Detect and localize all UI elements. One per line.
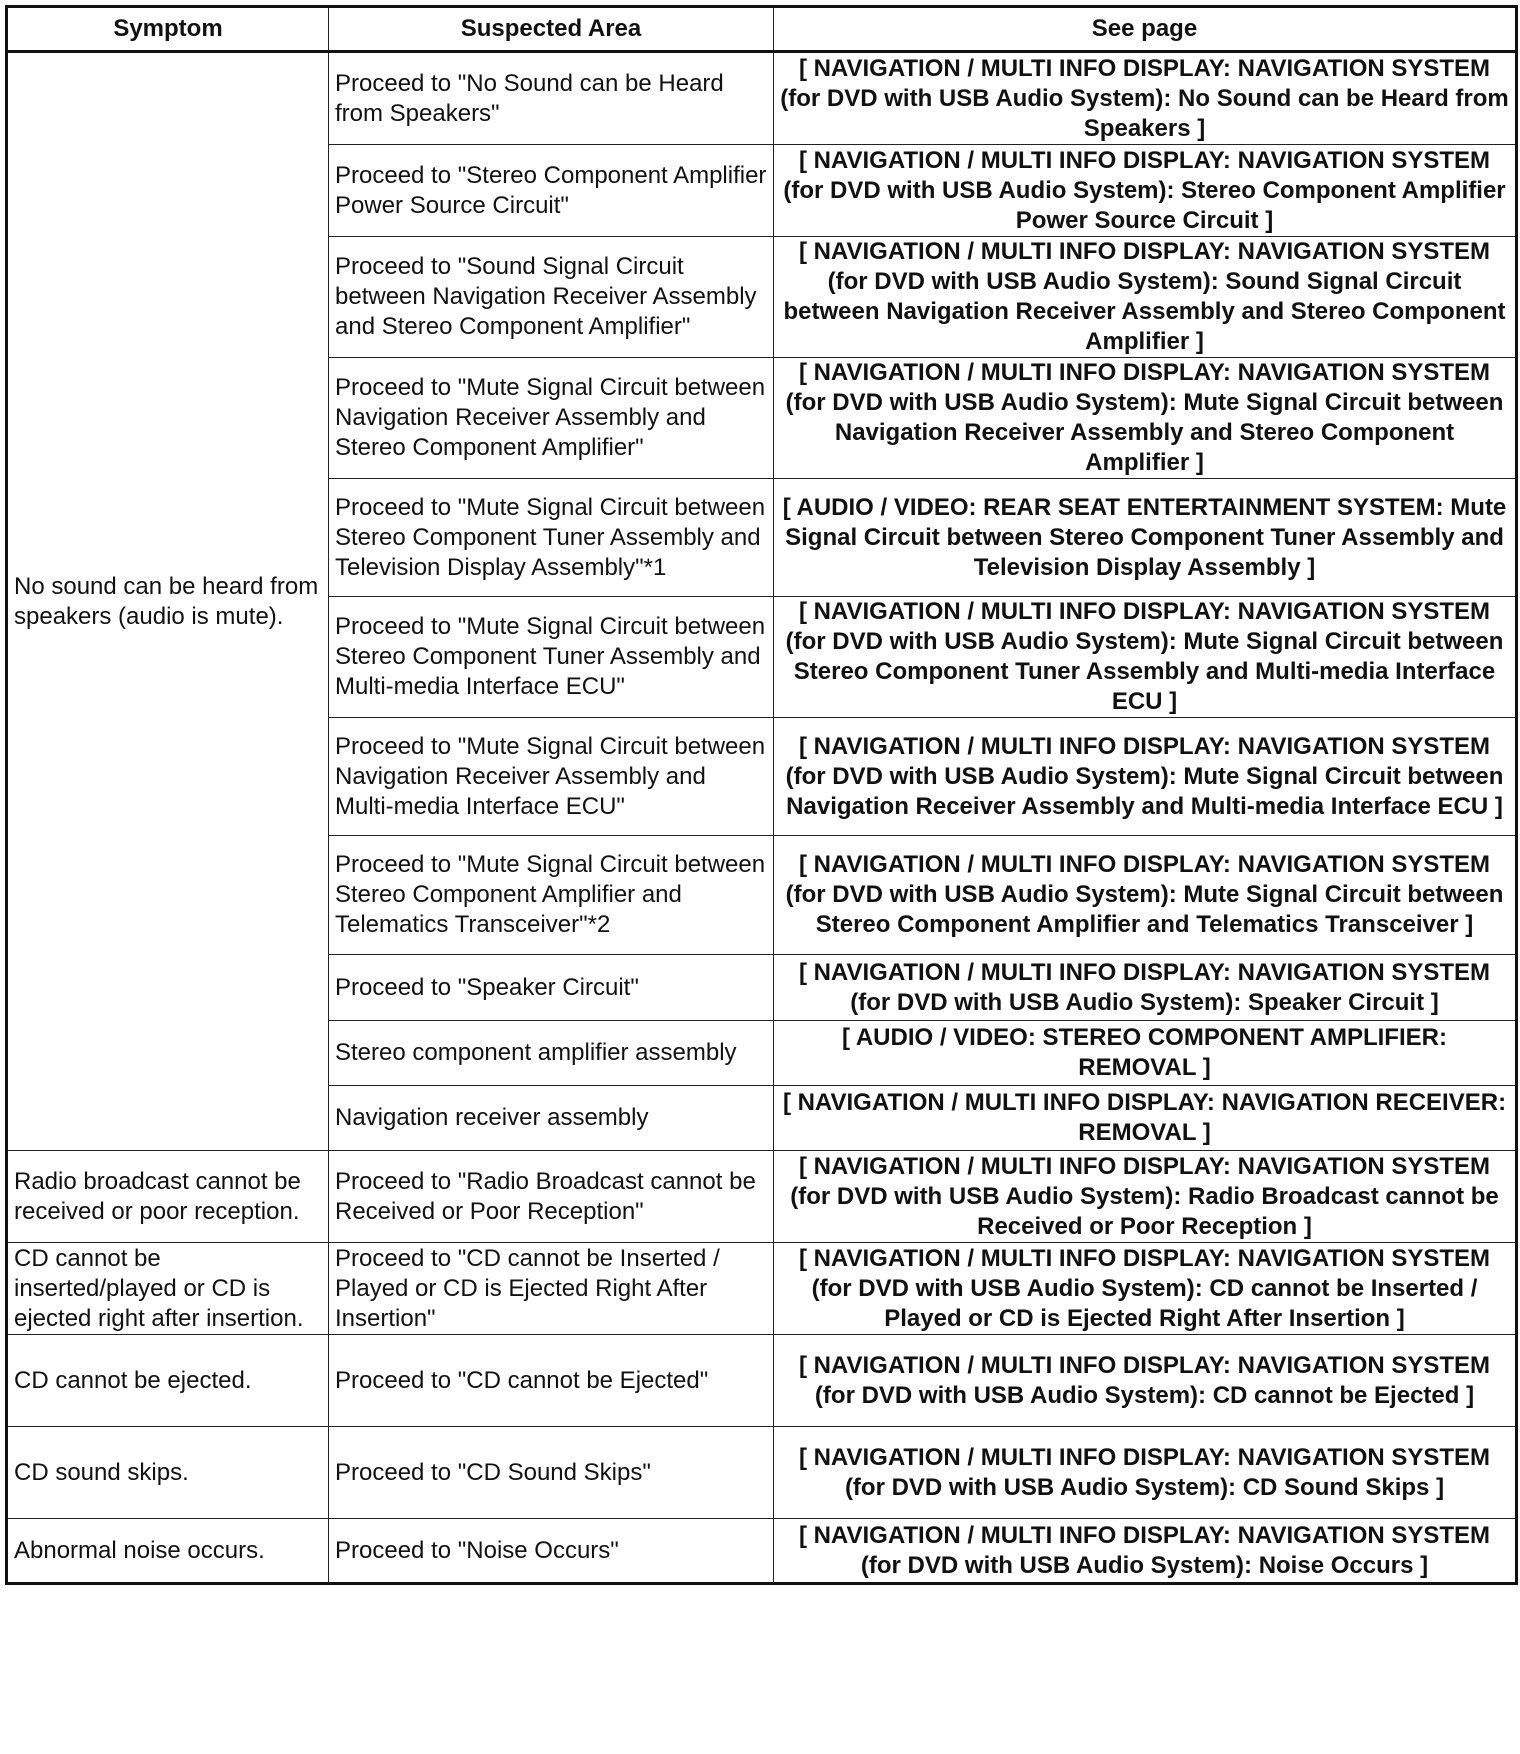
suspected-area-cell: Proceed to "Mute Signal Circuit between Stereo Component Amplifier and Telematics Transceiver"*2 — [329, 836, 774, 955]
see-page-link[interactable]: [ NAVIGATION / MULTI INFO DISPLAY: NAVIGATION SYSTEM (for DVD with USB Audio System): Noise Occurs ] — [774, 1519, 1517, 1584]
suspected-area-cell: Proceed to "Mute Signal Circuit between Stereo Component Tuner Assembly and Multi-media Interface ECU" — [329, 597, 774, 718]
problem-symptoms-table-sheet — [5, 5, 1518, 1585]
suspected-area-cell: Proceed to "CD Sound Skips" — [329, 1427, 774, 1519]
see-page-link[interactable]: [ AUDIO / VIDEO: STEREO COMPONENT AMPLIFIER: REMOVAL ] — [774, 1021, 1517, 1086]
suspected-area-cell: Proceed to "No Sound can be Heard from Speakers" — [329, 52, 774, 145]
suspected-area-cell: Proceed to "Mute Signal Circuit between Stereo Component Tuner Assembly and Television Display Assembly"*1 — [329, 479, 774, 597]
see-page-link[interactable]: [ NAVIGATION / MULTI INFO DISPLAY: NAVIGATION SYSTEM (for DVD with USB Audio System): CD cannot be Inserted / Played or CD is Ejected Right After Insertion ] — [774, 1243, 1517, 1335]
see-page-link[interactable]: [ NAVIGATION / MULTI INFO DISPLAY: NAVIGATION SYSTEM (for DVD with USB Audio System): Stereo Component Amplifier Power Source Circuit ] — [774, 145, 1517, 237]
suspected-area-cell: Proceed to "Sound Signal Circuit between Navigation Receiver Assembly and Stereo Component Amplifier" — [329, 237, 774, 358]
see-page-link[interactable]: [ NAVIGATION / MULTI INFO DISPLAY: NAVIGATION SYSTEM (for DVD with USB Audio System): Mute Signal Circuit between Navigation Receiver Assembly and Stereo Component Amplifier ] — [774, 358, 1517, 479]
see-page-link[interactable]: [ NAVIGATION / MULTI INFO DISPLAY: NAVIGATION SYSTEM (for DVD with USB Audio System): Speaker Circuit ] — [774, 955, 1517, 1021]
table-row — [7, 1335, 1517, 1427]
see-page-link[interactable]: [ AUDIO / VIDEO: REAR SEAT ENTERTAINMENT SYSTEM: Mute Signal Circuit between Stereo Component Tuner Assembly and Television Display Assembly ] — [774, 479, 1517, 597]
see-page-link[interactable]: [ NAVIGATION / MULTI INFO DISPLAY: NAVIGATION SYSTEM (for DVD with USB Audio System): CD cannot be Ejected ] — [774, 1335, 1517, 1427]
see-page-link[interactable]: [ NAVIGATION / MULTI INFO DISPLAY: NAVIGATION RECEIVER: REMOVAL ] — [774, 1086, 1517, 1151]
header-symptom: Symptom — [7, 7, 329, 52]
see-page-link[interactable]: [ NAVIGATION / MULTI INFO DISPLAY: NAVIGATION SYSTEM (for DVD with USB Audio System): Mute Signal Circuit between Navigation Receiver Assembly and Multi-media Interface ECU ] — [774, 718, 1517, 836]
symptom-cell: CD cannot be ejected. — [7, 1335, 329, 1427]
symptom-cell: CD sound skips. — [7, 1427, 329, 1519]
problem-symptoms-table — [5, 5, 1518, 1585]
symptom-cell: Abnormal noise occurs. — [7, 1519, 329, 1584]
header-suspected-area: Suspected Area — [329, 7, 774, 52]
suspected-area-cell: Proceed to "Speaker Circuit" — [329, 955, 774, 1021]
table-row — [7, 1427, 1517, 1519]
table-row — [7, 1151, 1517, 1243]
symptom-cell: Radio broadcast cannot be received or poor reception. — [7, 1151, 329, 1243]
suspected-area-cell: Proceed to "Mute Signal Circuit between Navigation Receiver Assembly and Multi-media Interface ECU" — [329, 718, 774, 836]
suspected-area-cell: Proceed to "Mute Signal Circuit between Navigation Receiver Assembly and Stereo Component Amplifier" — [329, 358, 774, 479]
see-page-link[interactable]: [ NAVIGATION / MULTI INFO DISPLAY: NAVIGATION SYSTEM (for DVD with USB Audio System): Radio Broadcast cannot be Received or Poor Reception ] — [774, 1151, 1517, 1243]
see-page-link[interactable]: [ NAVIGATION / MULTI INFO DISPLAY: NAVIGATION SYSTEM (for DVD with USB Audio System): Sound Signal Circuit between Navigation Receiver Assembly and Stereo Component Amplifier ] — [774, 237, 1517, 358]
see-page-link[interactable]: [ NAVIGATION / MULTI INFO DISPLAY: NAVIGATION SYSTEM (for DVD with USB Audio System): Mute Signal Circuit between Stereo Component Tuner Assembly and Multi-media Interface ECU ] — [774, 597, 1517, 718]
suspected-area-cell: Proceed to "Radio Broadcast cannot be Received or Poor Reception" — [329, 1151, 774, 1243]
see-page-link[interactable]: [ NAVIGATION / MULTI INFO DISPLAY: NAVIGATION SYSTEM (for DVD with USB Audio System): CD Sound Skips ] — [774, 1427, 1517, 1519]
suspected-area-cell: Proceed to "Noise Occurs" — [329, 1519, 774, 1584]
see-page-link[interactable]: [ NAVIGATION / MULTI INFO DISPLAY: NAVIGATION SYSTEM (for DVD with USB Audio System): No Sound can be Heard from Speakers ] — [774, 52, 1517, 145]
symptom-cell: No sound can be heard from speakers (audio is mute). — [7, 52, 329, 1151]
symptom-cell: CD cannot be inserted/played or CD is ejected right after insertion. — [7, 1243, 329, 1335]
table-header-row — [7, 7, 1517, 52]
suspected-area-cell: Proceed to "CD cannot be Ejected" — [329, 1335, 774, 1427]
suspected-area-cell: Stereo component amplifier assembly — [329, 1021, 774, 1086]
header-see-page: See page — [774, 7, 1517, 52]
suspected-area-cell: Navigation receiver assembly — [329, 1086, 774, 1151]
suspected-area-cell: Proceed to "Stereo Component Amplifier Power Source Circuit" — [329, 145, 774, 237]
table-row — [7, 52, 1517, 145]
table-row — [7, 1243, 1517, 1335]
table-row — [7, 1519, 1517, 1584]
suspected-area-cell: Proceed to "CD cannot be Inserted / Played or CD is Ejected Right After Insertion" — [329, 1243, 774, 1335]
see-page-link[interactable]: [ NAVIGATION / MULTI INFO DISPLAY: NAVIGATION SYSTEM (for DVD with USB Audio System): Mute Signal Circuit between Stereo Component Amplifier and Telematics Transceiver ] — [774, 836, 1517, 955]
